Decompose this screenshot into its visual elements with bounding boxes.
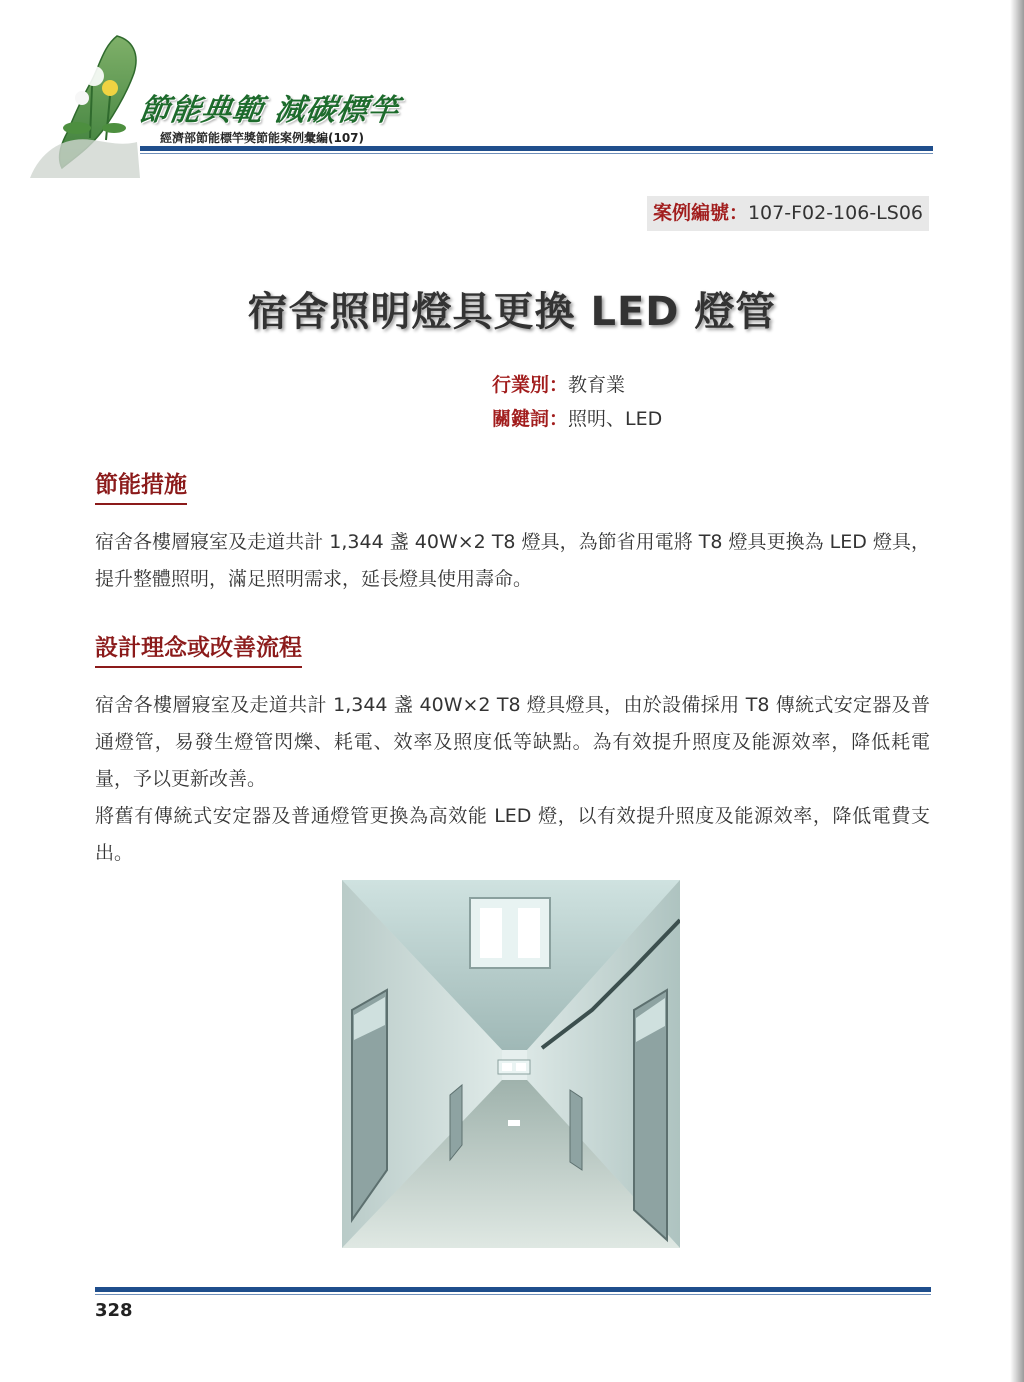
keywords-line — [492, 406, 662, 432]
page-title: 宿舍照明燈具更換 LED 燈管 — [247, 289, 777, 335]
section-heading-design: 設計理念或改善流程 — [95, 633, 302, 668]
header-rule — [140, 146, 933, 151]
footer-rule — [95, 1287, 931, 1292]
taiwan-map-logo-icon — [22, 28, 152, 178]
case-number-box — [647, 196, 929, 231]
page-number: 328 — [95, 1300, 133, 1321]
industry-line — [492, 372, 625, 398]
industry-label: 行業別： — [492, 374, 569, 396]
page-edge-shadow — [1010, 0, 1024, 1382]
footer-rule-thin — [95, 1294, 931, 1295]
industry-value: 教育業 — [568, 374, 626, 396]
corridor-illustration — [342, 880, 680, 1248]
keywords-label: 關鍵詞： — [492, 408, 569, 430]
design-paragraph-2: 將舊有傳統式安定器及普通燈管更換為高效能 LED 燈，以有效提升照度及能源效率，降低電費支出。 — [95, 805, 930, 864]
page-header — [22, 28, 937, 188]
logo-subtitle: 經濟部節能標竿獎節能案例彙編(107) — [160, 131, 365, 145]
section-heading-measures: 節能措施 — [95, 470, 187, 505]
corridor-photo — [342, 880, 680, 1248]
logo-title: 節能典範 減碳標竿 — [137, 93, 402, 128]
header-rule-thin — [140, 153, 933, 154]
keywords-value: 照明、LED — [568, 408, 663, 430]
case-number-value: 107-F02-106-LS06 — [747, 202, 923, 224]
case-number-label: 案例編號： — [652, 202, 748, 224]
design-paragraph-1: 宿舍各樓層寢室及走道共計 1,344 盞 40W×2 T8 燈具燈具，由於設備採用 T8 傳統式安定器及普通燈管，易發生燈管閃爍、耗電、效率及照度低等缺點。為有效提升照度及能源效率，降低耗電量，予以更新改善。 — [95, 694, 930, 790]
measures-paragraph: 宿舍各樓層寢室及走道共計 1,344 盞 40W×2 T8 燈具，為節省用電將 T8 燈具更換為 LED 燈具，提升整體照明，滿足照明需求，延長燈具使用壽命。 — [95, 531, 930, 590]
